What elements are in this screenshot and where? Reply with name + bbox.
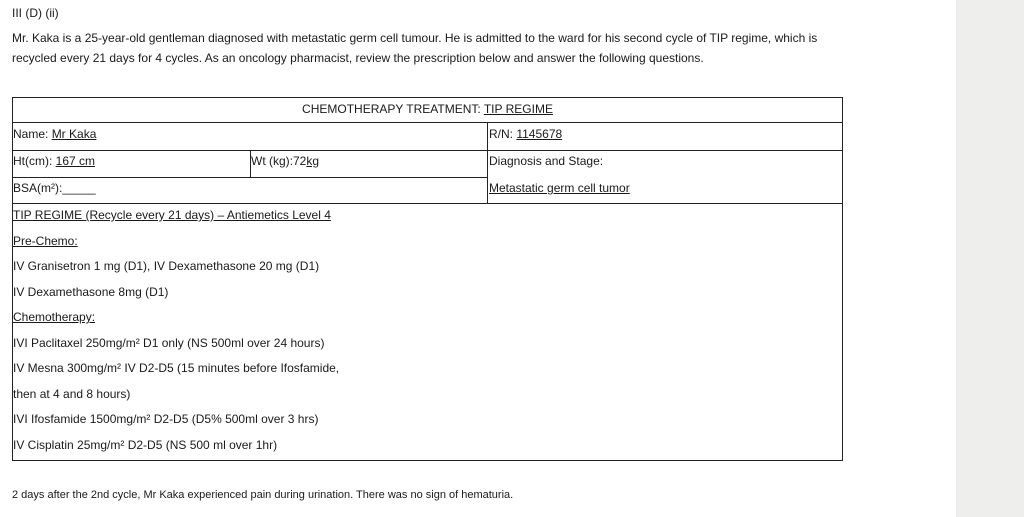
rn-value: 1145678 xyxy=(516,127,563,141)
intro-line-2: recycled every 21 days for 4 cycles. As an oncology pharmacist, review the prescription below and answer the following questions. xyxy=(12,51,704,65)
height-value: 167 cm xyxy=(55,154,96,168)
bsa-field xyxy=(13,181,96,195)
rule-col-right xyxy=(487,122,488,204)
title-prefix: CHEMOTHERAPY TREATMENT: xyxy=(302,102,484,116)
chemo-item: IV Cisplatin 25mg/m² D2-D5 (NS 500 ml over 1hr) xyxy=(13,438,278,452)
rule-row-4 xyxy=(13,203,842,204)
name-value: Mr Kaka xyxy=(51,127,97,141)
rule-row-1 xyxy=(13,122,842,123)
rule-row-2 xyxy=(13,150,842,151)
chemo-item: IVI Ifosfamide 1500mg/m² D2-D5 (D5% 500ml over 3 hrs) xyxy=(13,412,319,426)
case-followup: 2 days after the 2nd cycle, Mr Kaka experienced pain during urination. There was no sign of hematuria. xyxy=(12,489,514,501)
height-label: Ht(cm): xyxy=(13,154,56,168)
pre-chemo-item: IV Granisetron 1 mg (D1), IV Dexamethasone 20 mg (D1) xyxy=(13,259,320,273)
prescription-table xyxy=(12,97,843,461)
pre-chemo-item: IV Dexamethasone 8mg (D1) xyxy=(13,285,169,299)
prescription-title xyxy=(13,102,842,116)
diagnosis-label: Diagnosis and Stage: xyxy=(489,154,604,168)
chemo-item: IVI Paclitaxel 250mg/m² D1 only (NS 500ml over 24 hours) xyxy=(13,336,325,350)
chemo-item: IV Mesna 300mg/m² IV D2-D5 (15 minutes before Ifosfamide, xyxy=(13,361,340,375)
chemo-heading: Chemotherapy: xyxy=(13,310,96,324)
question-number: III (D) (ii) xyxy=(12,6,59,20)
regime-line: TIP REGIME (Recycle every 21 days) – Antiemetics Level 4 xyxy=(13,208,331,222)
chemo-item: then at 4 and 8 hours) xyxy=(13,387,131,401)
bsa-blank: _____ xyxy=(62,181,96,195)
rule-row-3 xyxy=(13,177,487,178)
patient-name xyxy=(13,127,96,141)
name-label: Name: xyxy=(13,127,52,141)
registration-number xyxy=(489,127,562,141)
intro-line-1: Mr. Kaka is a 25-year-old gentleman diagnosed with metastatic germ cell tumour. He is admitted to the ward for his second cycle of TIP regime, which is xyxy=(12,31,818,45)
weight-label: Wt (kg):72 xyxy=(251,154,307,168)
title-regime: TIP REGIME xyxy=(483,102,553,116)
rn-label: R/N: xyxy=(489,127,517,141)
diagnosis-value: Metastatic germ cell tumor xyxy=(489,181,630,195)
question-intro xyxy=(12,28,932,68)
side-panel xyxy=(956,0,1024,517)
weight-unit: kg xyxy=(306,154,320,168)
pre-chemo-heading: Pre-Chemo: xyxy=(13,234,78,248)
patient-height xyxy=(13,154,95,168)
patient-weight xyxy=(251,154,319,168)
bsa-label: BSA(m²): xyxy=(13,181,63,195)
